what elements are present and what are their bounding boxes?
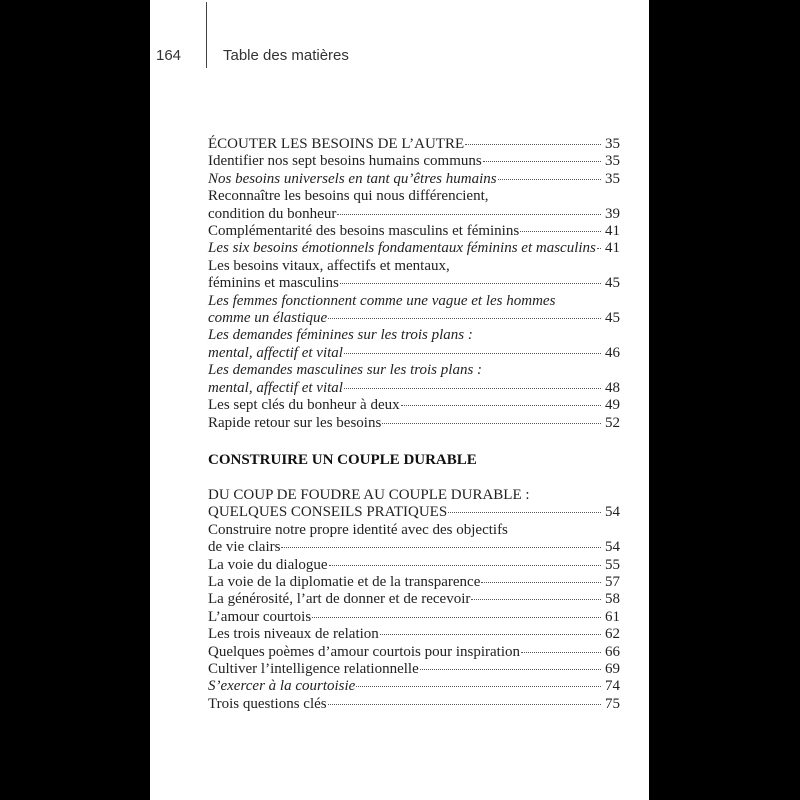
toc-page-number: 58 <box>605 591 620 608</box>
toc-entry-text: Reconnaître les besoins qui nous différencient, <box>208 188 489 205</box>
toc-page-number: 39 <box>605 205 620 222</box>
toc-entry-text: Les sept clés du bonheur à deux <box>208 397 400 414</box>
toc-page-number: 69 <box>605 660 620 677</box>
toc-page-number: 35 <box>605 136 620 152</box>
toc-entry-text: ÉCOUTER LES BESOINS DE L’AUTRE <box>208 136 465 152</box>
toc-page-number: 66 <box>605 643 620 660</box>
dot-leader <box>471 599 601 600</box>
toc-page-number: 55 <box>605 556 620 573</box>
toc-entry <box>208 327 620 362</box>
toc-page-number: 41 <box>605 223 620 240</box>
toc-page-number: 45 <box>605 310 620 327</box>
toc-entry-text: Trois questions clés <box>208 695 327 712</box>
dot-leader <box>328 704 601 705</box>
toc-page-number: 62 <box>605 626 620 643</box>
dot-leader <box>312 617 601 618</box>
section-heading: CONSTRUIRE UN COUPLE DURABLE <box>208 451 477 468</box>
toc-page-number: 49 <box>605 397 620 414</box>
toc-group-besoins <box>208 136 620 432</box>
running-title: Table des matières <box>223 47 349 64</box>
toc-entry-text: féminins et masculins <box>208 275 339 292</box>
toc-entry-text: mental, affectif et vital <box>208 379 343 396</box>
toc-entry-text: condition du bonheur <box>208 205 337 222</box>
dot-leader <box>329 565 601 566</box>
toc-entry-text: L’amour courtois <box>208 608 312 625</box>
toc-page-number: 54 <box>605 539 620 556</box>
toc-entry <box>208 223 620 240</box>
toc-entry <box>208 696 620 713</box>
toc-entry-text: Identifier nos sept besoins humains communs <box>208 153 482 170</box>
toc-entry-text: Cultiver l’intelligence relationnelle <box>208 660 419 677</box>
toc-entry <box>208 153 620 170</box>
toc-entry-text: Les six besoins émotionnels fondamentaux féminins et masculins <box>208 240 596 257</box>
toc-page-number: 75 <box>605 695 620 712</box>
dot-leader <box>420 669 601 670</box>
toc-entry <box>208 609 620 626</box>
toc-entry <box>208 591 620 608</box>
toc-entry-text: Les trois niveaux de relation <box>208 626 379 643</box>
dot-leader <box>344 388 601 389</box>
toc-entry-text: S’exercer à la courtoisie <box>208 678 356 695</box>
toc-page-number: 57 <box>605 573 620 590</box>
dot-leader <box>281 547 601 548</box>
toc-page-number: 61 <box>605 608 620 625</box>
dot-leader <box>483 161 601 162</box>
toc-page-number: 74 <box>605 678 620 695</box>
dot-leader <box>328 318 601 319</box>
toc-page-number: 45 <box>605 275 620 292</box>
toc-entry <box>208 362 620 397</box>
dot-leader <box>401 405 601 406</box>
toc-page-number: 35 <box>605 170 620 187</box>
toc-entry-text: Les demandes masculines sur les trois plans : <box>208 362 483 379</box>
toc-group-couple <box>208 487 620 713</box>
dot-leader <box>597 248 601 249</box>
toc-entry-text: Les demandes féminines sur les trois plans : <box>208 327 473 344</box>
toc-entry-text: comme un élastique <box>208 310 328 327</box>
toc-entry-text: Quelques poèmes d’amour courtois pour inspiration <box>208 643 521 660</box>
toc-entry-text: Les besoins vitaux, affectifs et mentaux, <box>208 257 450 274</box>
toc-entry <box>208 644 620 661</box>
toc-entry-text: La voie du dialogue <box>208 556 328 573</box>
header-rule <box>206 2 207 68</box>
dot-leader <box>465 144 601 145</box>
toc-entry <box>208 678 620 695</box>
dot-leader <box>382 423 601 424</box>
toc-entry-text: de vie clairs <box>208 539 281 556</box>
dot-leader <box>520 231 601 232</box>
toc-entry <box>208 293 620 328</box>
toc-page-number: 35 <box>605 153 620 170</box>
toc-entry-text: mental, affectif et vital <box>208 344 343 361</box>
toc-entry-text: QUELQUES CONSEILS PRATIQUES <box>208 504 448 521</box>
toc-entry <box>208 574 620 591</box>
toc-entry <box>208 661 620 678</box>
toc-entry <box>208 415 620 432</box>
toc-entry <box>208 171 620 188</box>
toc-entry <box>208 397 620 414</box>
toc-entry <box>208 487 620 522</box>
toc-entry-text: La générosité, l’art de donner et de recevoir <box>208 591 471 608</box>
toc-entry <box>208 522 620 557</box>
toc-entry <box>208 188 620 223</box>
dot-leader <box>356 686 601 687</box>
toc-entry <box>208 557 620 574</box>
toc-entry <box>208 258 620 293</box>
toc-entry-text: Complémentarité des besoins masculins et féminins <box>208 223 520 240</box>
book-page <box>150 0 649 800</box>
toc-page-number: 52 <box>605 414 620 431</box>
table-of-contents <box>208 136 620 713</box>
toc-entry <box>208 240 620 257</box>
dot-leader <box>337 214 601 215</box>
toc-page-number: 41 <box>605 240 620 257</box>
toc-page-number: 48 <box>605 379 620 396</box>
dot-leader <box>521 652 601 653</box>
toc-entry-text: Construire notre propre identité avec des objectifs <box>208 521 508 538</box>
dot-leader <box>340 283 601 284</box>
page-number: 164 <box>156 47 182 64</box>
toc-entry <box>208 626 620 643</box>
toc-entry-text: Les femmes fonctionnent comme une vague et les hommes <box>208 292 556 309</box>
toc-entry-text: Rapide retour sur les besoins <box>208 414 382 431</box>
dot-leader <box>448 512 601 513</box>
running-header <box>150 47 649 67</box>
toc-entry-text: La voie de la diplomatie et de la transparence <box>208 573 481 590</box>
dot-leader <box>380 634 601 635</box>
toc-page-number: 46 <box>605 344 620 361</box>
toc-page-number: 54 <box>605 504 620 521</box>
dot-leader <box>481 582 601 583</box>
dot-leader <box>498 179 601 180</box>
dot-leader <box>344 353 601 354</box>
toc-entry-text: DU COUP DE FOUDRE AU COUPLE DURABLE : <box>208 486 530 503</box>
toc-entry <box>208 136 620 153</box>
toc-entry-text: Nos besoins universels en tant qu’êtres humains <box>208 170 497 187</box>
